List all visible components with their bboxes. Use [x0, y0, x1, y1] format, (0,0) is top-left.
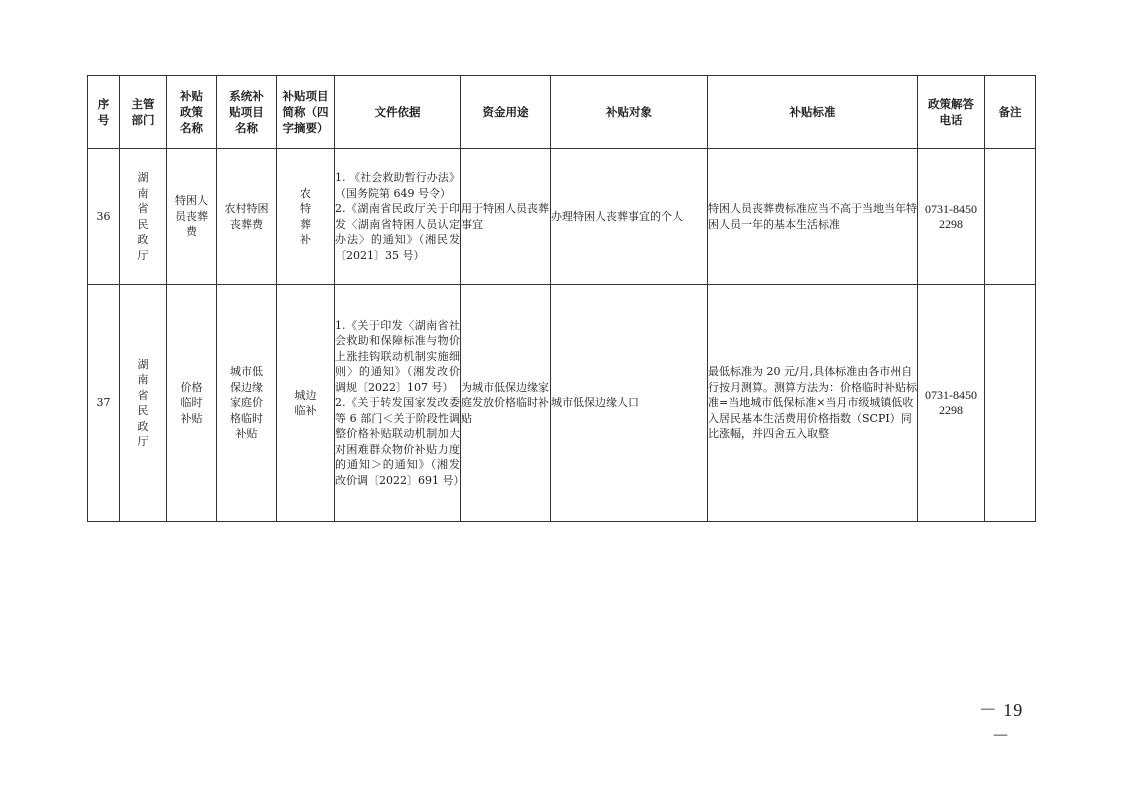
cell-target: 城市低保边缘人口: [551, 285, 708, 522]
table-row: [88, 149, 1036, 285]
cell-phone: 0731-84502298: [918, 285, 985, 522]
table-header-row: [88, 76, 1036, 149]
header-basis: 文件依据: [335, 76, 461, 149]
cell-dept: 湖南省民政厅: [120, 285, 167, 522]
cell-target: 办理特困人丧葬事宜的个人: [551, 149, 708, 285]
cell-standard: 特困人员丧葬费标准应当不高于当地当年特困人员一年的基本生活标准: [708, 149, 918, 285]
cell-basis: [335, 149, 461, 285]
cell-basis: [335, 285, 465, 522]
cell-seq: 37: [88, 285, 120, 522]
cell-standard: 最低标准为 20 元/月,具体标准由各市州自行按月测算。测算方法为：价格临时补贴标准=当地城市低保标准×当月市级城镇低收入居民基本生活费用价格指数（SCPI）同比涨幅，并四舍五入取整: [708, 285, 918, 522]
header-phone: 政策解答电话: [918, 76, 985, 149]
cell-dept: 湖南省民政厅: [120, 149, 167, 285]
basis-item: 2.《关于转发国家发改委等 6 部门＜关于阶段性调整价格补贴联动机制加大对困难群众物价补贴力度的通知＞的通知》（湘发改价调〔2022〕691 号）: [335, 396, 465, 487]
header-system-name: 系统补贴项目名称: [217, 76, 277, 149]
cell-system-name: 城市低保边缘家庭价格临时补贴: [217, 285, 277, 522]
header-target: 补贴对象: [551, 76, 708, 149]
basis-item: 1.《关于印发〈湖南省社会救助和保障标准与物价上涨挂钩联动机制实施细则〉的通知》（湘发改价调规〔2022〕107 号）: [335, 318, 460, 394]
cell-system-name: 农村特困丧葬费: [217, 149, 277, 285]
cell-use: 为城市低保边缘家庭发放价格临时补贴: [461, 285, 551, 522]
cell-abbrev: 城边临补: [277, 285, 335, 522]
header-seq: 序号: [88, 76, 120, 149]
cell-policy-name: 价格临时补贴: [167, 285, 217, 522]
header-standard: 补贴标准: [708, 76, 918, 149]
subsidy-policy-table: [87, 75, 1036, 522]
header-abbrev: 补贴项目简称（四字摘要）: [277, 76, 335, 149]
cell-seq: 36: [88, 149, 120, 285]
cell-abbrev: 农特葬补: [277, 149, 335, 285]
header-dept: 主管部门: [120, 76, 167, 149]
page-number: － 19 －: [978, 700, 1024, 746]
header-remark: 备注: [985, 76, 1036, 149]
header-use: 资金用途: [461, 76, 551, 149]
cell-use: 用于特困人员丧葬事宜: [461, 149, 551, 285]
table-row: [88, 285, 1036, 522]
basis-item: 1. 《社会救助暂行办法》（国务院第 649 号令）: [335, 171, 460, 200]
cell-remark: [985, 149, 1036, 285]
basis-item: 2.《湖南省民政厅关于印发〈湖南省特困人员认定办法〉的通知》（湘民发〔2021〕35 号）: [335, 202, 460, 262]
header-policy-name: 补贴政策名称: [167, 76, 217, 149]
cell-phone: 0731-84502298: [918, 149, 985, 285]
cell-policy-name: 特困人员丧葬费: [167, 149, 217, 285]
cell-remark: [985, 285, 1036, 522]
